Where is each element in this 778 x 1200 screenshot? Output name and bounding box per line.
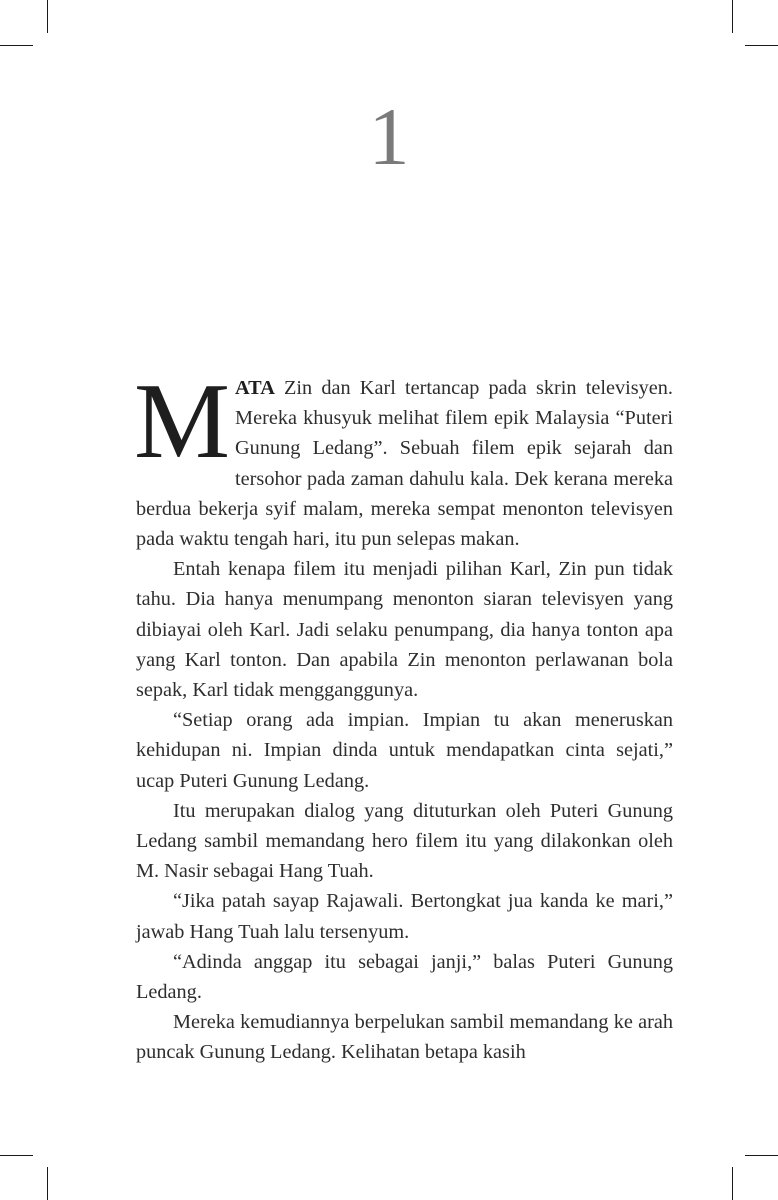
paragraph-4: Itu merupakan dialog yang dituturkan oleh Puteri Gunung Ledang sambil memandang hero filem itu yang dilakonkan oleh M. Nasir sebagai Hang Tuah. (136, 799, 673, 883)
crop-mark-bottom-right-vertical (732, 1167, 733, 1200)
chapter-number: 1 (368, 91, 410, 182)
crop-mark-top-left-horizontal (0, 45, 33, 46)
crop-mark-top-right-horizontal (745, 45, 778, 46)
crop-mark-top-left-vertical (47, 0, 48, 33)
paragraph-1-text: Zin dan Karl tertancap pada skrin televisyen. Mereka khusyuk melihat filem epik Malaysia “Puteri Gunung Ledang”. Sebuah filem epik sejarah dan tersohor pada zaman dahulu kala. Dek kerana mereka berdua bekerja syif malam, mereka sempat menonton televisyen pada waktu tengah hari, itu pun selepas makan. (136, 377, 673, 551)
paragraph-7: Mereka kemudiannya berpelukan sambil memandang ke arah puncak Gunung Ledang. Kelihatan betapa kasih (136, 1011, 673, 1064)
crop-mark-bottom-left-horizontal (0, 1155, 33, 1156)
paragraph-5: “Jika patah sayap Rajawali. Bertongkat jua kanda ke mari,” jawab Hang Tuah lalu tersenyum. (136, 890, 673, 943)
drop-cap: M (134, 362, 231, 481)
paragraph-3: “Setiap orang ada impian. Impian tu akan meneruskan kehidupan ni. Impian dinda untuk mendapatkan cinta sejati,” ucap Puteri Gunung Ledang. (136, 709, 673, 792)
paragraph-2: Entah kenapa filem itu menjadi pilihan Karl, Zin pun tidak tahu. Dia hanya menumpang menonton siaran televisyen yang dibiayai oleh Karl. Jadi selaku penumpang, dia hanya tonton apa yang Karl tonton. Dan apabila Zin menonton perlawanan bola sepak, Karl tidak mengganggunya. (136, 558, 673, 702)
crop-mark-bottom-left-vertical (47, 1167, 48, 1200)
chapter-body (134, 362, 673, 1068)
lead-word: ATA (235, 377, 275, 399)
paragraph-1 (134, 362, 673, 554)
crop-mark-bottom-right-horizontal (745, 1155, 778, 1156)
paragraph-6: “Adinda anggap itu sebagai janji,” balas Puteri Gunung Ledang. (136, 950, 673, 1004)
crop-mark-top-right-vertical (732, 0, 733, 33)
